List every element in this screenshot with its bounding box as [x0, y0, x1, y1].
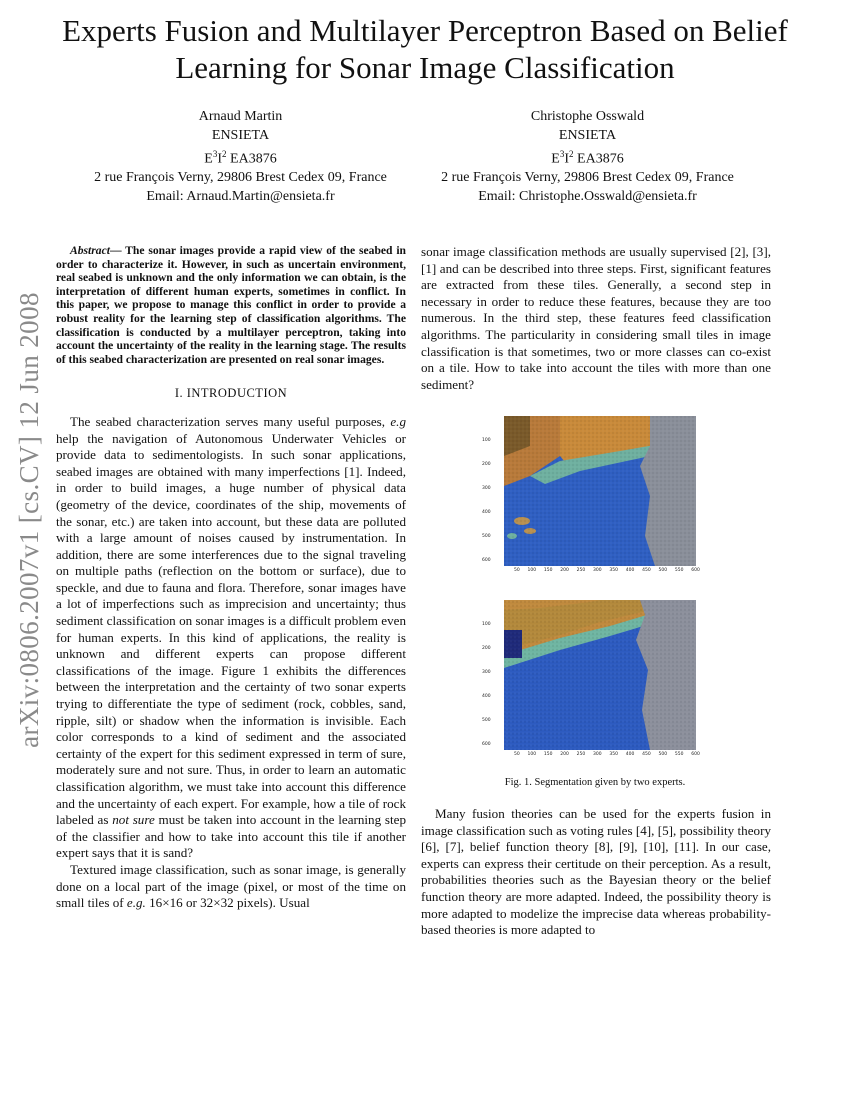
author-block-2: [415, 108, 760, 206]
x-tick: 200: [560, 568, 569, 573]
y-tick: 100: [482, 622, 491, 627]
author-block-1: [68, 108, 413, 206]
figure-caption: Fig. 1. Segmentation given by two experts.: [504, 777, 686, 788]
x-tick: 400: [625, 752, 635, 757]
y-tick: 200: [482, 462, 491, 467]
sonar-segmentation-image-1: [500, 416, 700, 576]
x-tick: 50: [514, 752, 520, 757]
x-tick: 150: [543, 752, 553, 757]
x-axis-ticks: [514, 752, 700, 757]
x-tick: 300: [593, 752, 602, 757]
x-tick: 350: [609, 752, 618, 757]
x-tick: 100: [527, 752, 537, 757]
x-tick: 250: [576, 752, 586, 757]
y-tick: 400: [482, 694, 491, 699]
segmentation-map-expert-2: [482, 600, 700, 760]
author-name: Arnaud Martin: [198, 109, 283, 124]
author-address: 2 rue François Verny, 29806 Brest Cedex 09, France: [441, 170, 734, 186]
x-tick: 250: [576, 568, 586, 573]
x-tick: 550: [674, 752, 684, 757]
right-column-bottom: [421, 806, 771, 939]
left-column: [56, 244, 406, 912]
author-name: Christophe Osswald: [530, 109, 645, 124]
author-lab: $E^3I^2$ EA3876: [551, 149, 624, 167]
y-tick: 100: [482, 438, 491, 443]
x-tick: 350: [609, 568, 618, 573]
intro-paragraph-1: The seabed characterization serves many useful purposes, e.g help the navigation of Autonomous Underwater Vehicles or provide data to sedimentologists. In such sonar applications, seabed images are obtained with many imperfections [1]. Indeed, in order to build images, a huge number of physical data (geometry of the device, coordinates of the ship, movements of the sonar, etc.) are taken into account, but these data are polluted with a large amount of noises caused by instrumentation. In addition, there are some interferences due to the signal traveling on multiple paths (reflection on the bottom or surface), due to speckle, and due to fauna and flora. Therefore, sonar images have a lot of imperfections such as imprecision and uncertainty; thus sediment classification on sonar images is a difficult problem even for human experts. In this kind of applications, the reality is unknown and different experts can propose different classifications of the image. Figure 1 exhibits the differences between the interpretation and the certainty of two sonar experts trying to differentiate the type of sediment (rock, cobbles, sand, ripple, silt) or shadow when the information is invisible. Each color corresponds to a kind of sediment and the associated certainty of the expert for this sediment expressed in term of sure, moderately sure and not sure. Thus, in order to learn an automatic classification algorithm, we must take into account this difference and the uncertainty of each expert. For example, how a tile of rock labeled as not sure must be taken into account in the learning step of the classifier and how to take into account this tile if another expert says that it is sand?: [56, 413, 406, 861]
author-email: Email: Arnaud.Martin@ensieta.fr: [146, 188, 335, 204]
intro-paragraph-2: Textured image classification, such as sonar image, is generally done on a local part of the image (pixel, or most of the time on small tiles of e.g. 16×16 or 32×32 pixels). Usual: [56, 861, 406, 911]
x-tick: 450: [642, 752, 651, 757]
author-email: Email: Christophe.Osswald@ensieta.fr: [478, 188, 697, 204]
author-affiliation: ENSIETA: [211, 127, 270, 143]
y-tick: 200: [482, 646, 491, 651]
author-lab: $E^3I^2$ EA3876: [204, 149, 277, 167]
right-paragraph-2: Many fusion theories can be used for the experts fusion in image classification such as voting rules [4], [5], possibility theory [6], [7], belief function theory [8], [9], [10], [11]. In our case, experts can express their certitude on their perception. As a result, probabilities theories such as the Bayesian theory or the belief function theory are more adapted. Indeed, the possibility theory is more adapted to modelize the imprecise data whereas probability-based theories is more adapted to: [421, 806, 771, 938]
y-tick: 300: [482, 486, 491, 491]
x-tick: 50: [514, 568, 520, 573]
paper-title: Experts Fusion and Multilayer Perceptron Based on Belief Learning for Sonar Image Classification: [62, 13, 788, 85]
abstract: Abstract— The sonar images provide a rapid view of the seabed in order to characterize it. However, in such as uncertain environment, real seabed is unknown and the only information we can obtain, is the interpretation of different human experts, sometimes in conflict. In this paper, we propose to manage this conflict in order to provide a robust reality for the learning step of classification algorithms. The classification is conducted by a multilayer perceptron, taking into account the uncertainty of the reality in the learning stage. The results of this seabed characterization are presented on real sonar images.: [56, 244, 406, 366]
author-affiliation: ENSIETA: [558, 127, 617, 143]
y-tick: 600: [482, 558, 491, 563]
right-column-top: [421, 244, 771, 393]
x-tick: 100: [527, 568, 537, 573]
x-tick: 550: [674, 568, 684, 573]
y-tick: 400: [482, 510, 491, 515]
sonar-segmentation-image-2: [500, 600, 700, 760]
y-tick: 500: [482, 718, 491, 723]
x-tick: 600: [691, 568, 700, 573]
x-tick: 300: [593, 568, 602, 573]
x-tick: 500: [658, 752, 668, 757]
author-address: 2 rue François Verny, 29806 Brest Cedex 09, France: [94, 170, 387, 186]
x-tick: 500: [658, 568, 668, 573]
x-axis-ticks: [514, 568, 700, 573]
x-tick: 450: [642, 568, 651, 573]
x-tick: 200: [560, 752, 569, 757]
right-paragraph-1: sonar image classification methods are usually supervised [2], [3], [1] and can be described into three steps. First, significant features are extracted from these tiles. Generally, a second step in necessary in order to reduce these features, because they are too numerous. In the third step, these features feed classification algorithms. The particularity in considering small tiles in image classification is that sometimes, two or more classes can co-exist on a tile. How to take into account the tiles with more than one sediment?: [421, 244, 771, 392]
y-tick: 600: [482, 742, 491, 747]
segmentation-map-expert-1: [482, 416, 700, 576]
y-tick: 500: [482, 534, 491, 539]
x-tick: 400: [625, 568, 635, 573]
section-heading-introduction: I. INTRODUCTION: [174, 386, 288, 401]
x-tick: 600: [691, 752, 700, 757]
arxiv-stamp: arXiv:0806.2007v1 [cs.CV] 12 Jun 2008: [14, 292, 44, 748]
x-tick: 150: [543, 568, 553, 573]
y-tick: 300: [482, 670, 491, 675]
